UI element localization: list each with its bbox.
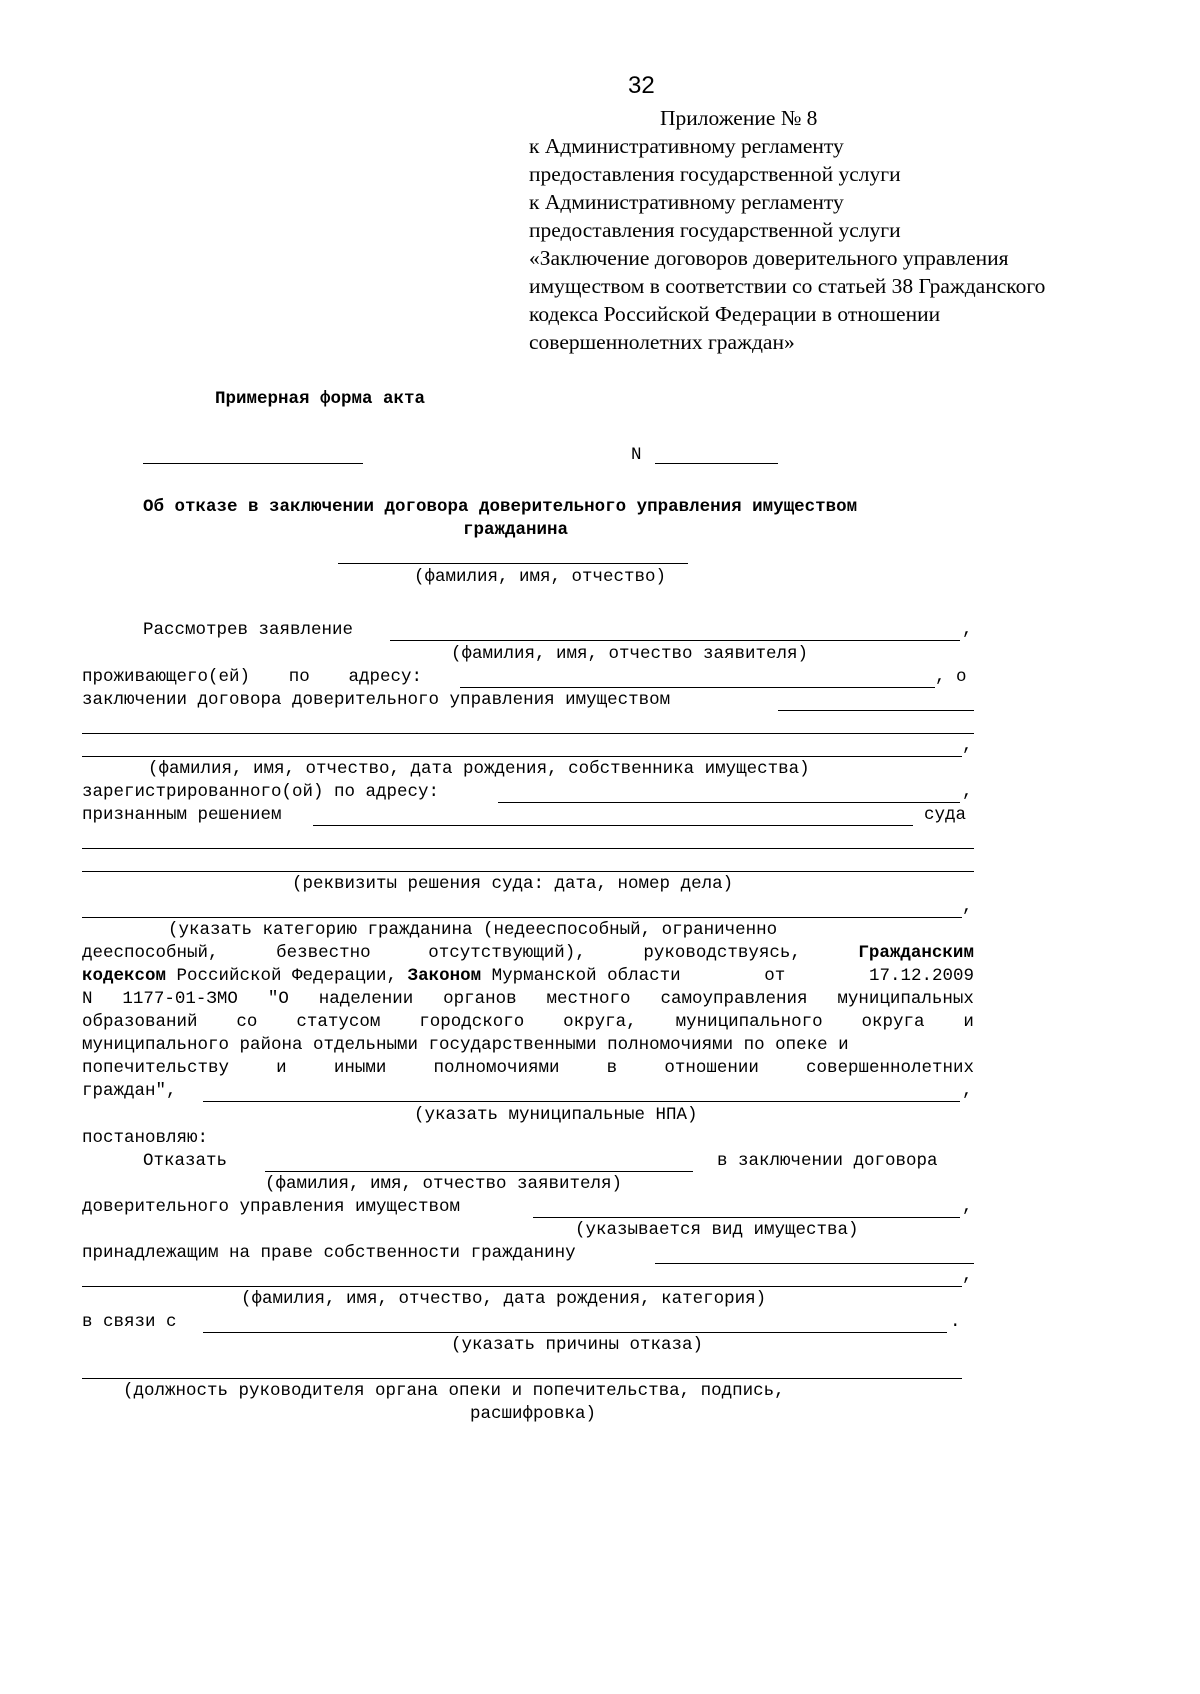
paragraph-line: муниципального района отдельными государственными полномочиями по опеке и xyxy=(82,1035,849,1055)
period: . xyxy=(950,1312,961,1332)
annex-title: Приложение № 8 xyxy=(660,106,818,130)
court-details-line-1 xyxy=(82,848,974,849)
court-hint: (реквизиты решения суда: дата, номер дела) xyxy=(292,874,734,894)
act-title-line1: Об отказе в заключении договора доверительного управления имуществом xyxy=(143,497,858,517)
comma: , xyxy=(962,782,973,802)
registered-label: зарегистрированного(ой) по адресу: xyxy=(82,782,440,802)
comma: , xyxy=(962,1266,973,1286)
court-label: суда xyxy=(924,805,967,825)
applicant-name-line xyxy=(390,640,960,641)
owner-citizen-line-2 xyxy=(82,1286,962,1287)
category-line xyxy=(82,917,962,918)
property-line xyxy=(778,710,974,711)
refuse-name-line xyxy=(265,1171,693,1172)
property-kind-line xyxy=(533,1217,960,1218)
refuse-tail: в заключении договора xyxy=(717,1151,938,1171)
considered-label: Рассмотрев заявление xyxy=(143,620,354,640)
reason-hint: (указать причины отказа) xyxy=(451,1335,704,1355)
npa-line xyxy=(203,1101,960,1102)
comma: , xyxy=(962,1081,973,1101)
owner-hint: (фамилия, имя, отчество, дата рождения, собственника имущества) xyxy=(148,759,810,779)
paragraph-line: дееспособный, безвестно отсутствующий), руководствуясь, Гражданским xyxy=(82,943,974,963)
signature-line xyxy=(82,1378,962,1379)
recognized-label: признанным решением xyxy=(82,805,282,825)
belonging-label: принадлежащим на праве собственности гражданину xyxy=(82,1243,576,1263)
signature-hint-1: (должность руководителя органа опеки и попечительства, подпись, xyxy=(123,1381,785,1401)
number-field-line xyxy=(655,463,778,464)
annex-line: «Заключение договоров доверительного управления xyxy=(529,246,1009,270)
form-caption: Примерная форма акта xyxy=(215,389,426,409)
annex-line: совершеннолетних граждан» xyxy=(529,330,795,354)
annex-line: к Административному регламенту xyxy=(529,134,844,158)
signature-hint-2: расшифровка) xyxy=(470,1404,597,1424)
comma: , xyxy=(962,1197,973,1217)
applicant-hint: (фамилия, имя, отчество заявителя) xyxy=(451,644,809,664)
property-hint: (указывается вид имущества) xyxy=(575,1220,859,1240)
because-label: в связи с xyxy=(82,1312,177,1332)
paragraph-line: граждан", xyxy=(82,1081,177,1101)
comma: , xyxy=(962,736,973,756)
date-field-line xyxy=(143,463,363,464)
resolve-label: постановляю: xyxy=(82,1128,209,1148)
citizen-hint: (фамилия, имя, отчество, дата рождения, категория) xyxy=(241,1289,767,1309)
paragraph-line: N 1177-01-ЗМО "О наделении органов местного самоуправления муниципальных xyxy=(82,989,974,1009)
annex-line: к Административному регламенту xyxy=(529,190,844,214)
comma: , xyxy=(962,897,973,917)
trust-label: доверительного управления имуществом xyxy=(82,1197,461,1217)
court-details-line-2 xyxy=(82,871,974,872)
paragraph-line: образований со статусом городского округа, муниципального округа и xyxy=(82,1012,974,1032)
decision-line xyxy=(313,825,913,826)
number-label: N xyxy=(631,445,642,465)
citizen-name-line xyxy=(338,563,688,564)
comma: , xyxy=(962,620,973,640)
living-end: , о xyxy=(935,667,967,687)
registered-address-line xyxy=(498,802,960,803)
applicant-hint-2: (фамилия, имя, отчество заявителя) xyxy=(265,1174,623,1194)
act-title-line2: гражданина xyxy=(463,520,569,540)
page-number: 32 xyxy=(628,72,655,99)
owner-citizen-line-1 xyxy=(655,1263,974,1264)
owner-line-1 xyxy=(82,733,974,734)
refuse-label: Отказать xyxy=(143,1151,228,1171)
paragraph-line: кодексом Российской Федерации, Законом Мурманской области от 17.12.2009 xyxy=(82,966,974,986)
reason-line xyxy=(203,1332,947,1333)
fio-hint: (фамилия, имя, отчество) xyxy=(414,567,667,587)
address-line xyxy=(460,687,935,688)
annex-line: предоставления государственной услуги xyxy=(529,162,901,186)
annex-line: кодекса Российской Федерации в отношении xyxy=(529,302,941,326)
paragraph-line: попечительству и иными полномочиями в отношении совершеннолетних xyxy=(82,1058,974,1078)
living-label: проживающего(ей) по адресу: xyxy=(82,667,422,687)
annex-line: предоставления государственной услуги xyxy=(529,218,901,242)
annex-line: имуществом в соответствии со статьей 38 Гражданского xyxy=(529,274,1046,298)
category-hint: (указать категорию гражданина (недееспособный, ограниченно xyxy=(168,920,778,940)
npa-hint: (указать муниципальные НПА) xyxy=(414,1105,698,1125)
conclusion-text: заключении договора доверительного управления имуществом xyxy=(82,690,671,710)
owner-line-2 xyxy=(82,756,962,757)
